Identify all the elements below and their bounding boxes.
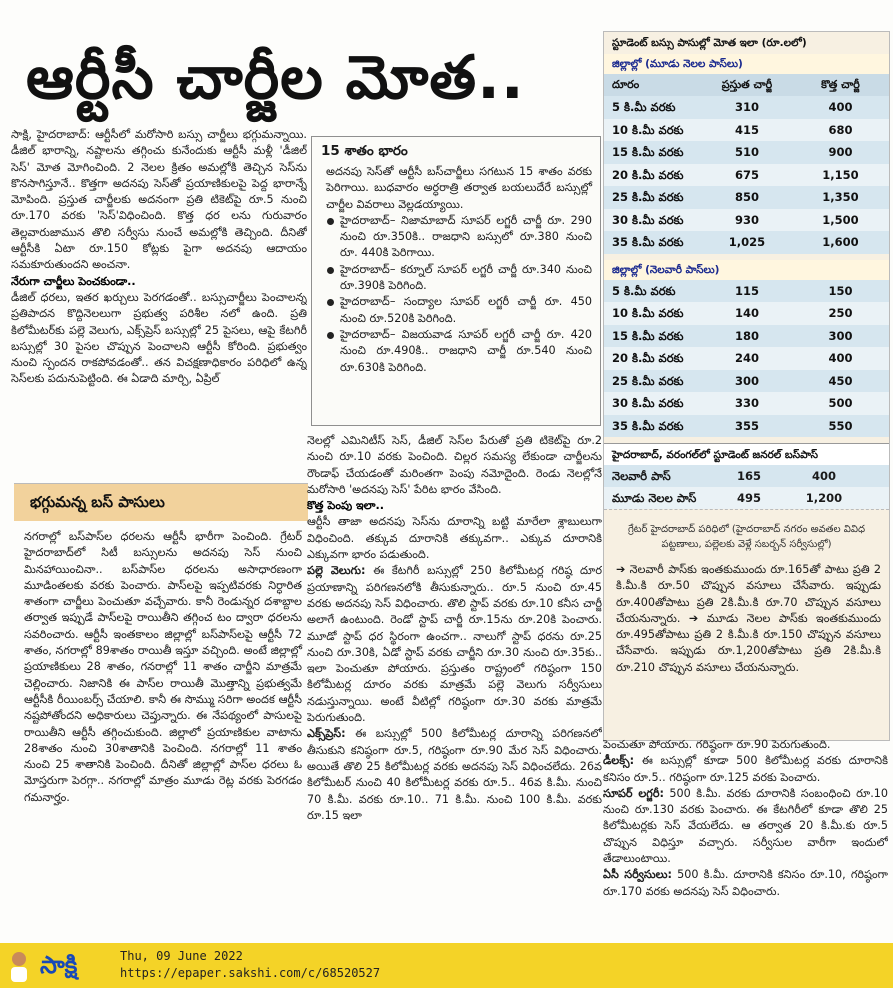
table-row <box>604 119 889 142</box>
paragraph-text: 500 కి.మీ. వరకు దూరానికి సంబంధించి రూ.10 నుంచి రూ.130 వరకు పెంచారు. ఈ కేటగిరీలో కూడా తొలి 25 కిలోమీటర్లకు సెస్ వేయలేదు. ఆ తర్వాత 20 కి.మీ.కు రూ.5 చొప్పున విధిస్తూ వచ్చారు. సర్వీసుల వారీగా ఇందులో తేడాలుంటాయి. <box>603 786 888 866</box>
table-row <box>604 96 889 119</box>
cell: 240 <box>734 351 759 365</box>
lead-label: పల్లె వెలుగు: <box>307 564 366 578</box>
table-body-monthly <box>604 280 889 438</box>
list-item: హైదరాబాద్– కర్నూల్ సూపర్ లగ్జరీ చార్జీ రూ.340 నుంచి రూ.390కి పెరిగింది. <box>326 262 592 295</box>
cell: 680 <box>828 122 853 137</box>
table-row <box>604 347 889 370</box>
table-row <box>604 141 889 164</box>
box-title: 15 శాతం భారం <box>321 143 408 159</box>
cell: 115 <box>734 283 759 298</box>
student-pass-table <box>603 31 890 741</box>
paragraph <box>307 726 602 824</box>
cell: 495 <box>736 491 761 505</box>
suburban-note-body: ➔ నెలవారీ పాస్‌కు ఇంతకుముందు రూ.165తో పాటు ప్రతి 2 కి.మీ.కి రూ.50 చొప్పున వసూలు చేసేవారు. ఇప్పుడు రూ.400తోపాటు ప్రతి 2కి.మీ.కి రూ.70 చొప్పున వసూలు చేయనున్నారు. ➔ మూడు నెలల పాస్‌కు ఇంతకుముందు రూ.495తోపాటు ప్రతి 2 కి.మీ.కి రూ.150 చొప్పున వసూలు చేసేవారు. ఇప్పుడు రూ.1,200తోపాటు ప్రతి 2కి.మీ.కి రూ.210 చొప్పున వసూలు చేయనున్నారు. <box>616 563 881 674</box>
list-item: హైదరాబాద్– సంద్యాల సూపర్ లగ్జరీ చార్జీ రూ. 450 నుంచి రూ.520కి పెరిగింది. <box>326 294 592 327</box>
cell: 15 కి.మీ వరకు <box>612 145 684 159</box>
epaper-footer <box>0 943 893 988</box>
table-row <box>604 392 889 415</box>
cell: 5 కి.మీ వరకు <box>612 283 676 298</box>
cell: 30 కి.మీ వరకు <box>612 396 684 410</box>
paragraph <box>603 867 888 900</box>
lead-label: ఎక్స్‌ప్రెస్: <box>307 727 346 741</box>
cell: 1,350 <box>822 190 859 204</box>
cell: 400 <box>828 100 853 114</box>
table-row <box>604 209 889 232</box>
cell: 300 <box>828 328 853 343</box>
cell: 550 <box>828 418 853 433</box>
paragraph-text: ఈ బస్సుల్లో కూడా 500 కిలోమీటర్ల వరకు దూరానికి కనిసం రూ.5.. గరిష్ఠంగా రూ.125 వరకు పెంచారు. <box>603 754 888 784</box>
cell: 10 కి.మీ వరకు <box>612 306 684 320</box>
cell: 180 <box>734 328 759 343</box>
city-pass-title: హైదరాబాద్, వరంగల్‌లో స్టూడెంట్ జనరల్ బస్‌పాస్ <box>604 443 889 465</box>
table-header <box>604 74 889 96</box>
issue-date: Thu, 09 June 2022 <box>120 949 243 963</box>
headline: ఆర్టీసీ చార్జీల మోత.. <box>26 43 525 113</box>
cell: 10 కి.మీ వరకు <box>612 122 684 137</box>
table-body-quarterly <box>604 96 889 254</box>
cell: 150 <box>828 283 853 298</box>
bus-pass-body: నగరాల్లో బస్‌పాస్‌ల ధరలను ఆర్టీసీ భారీగా పెంచింది. గ్రేటర్ హైదరాబాద్‌లో సిటీ బస్సులను అదనపు సెస్ నుంచి మినహాయించినా.. బస్‌పాస్‌ల ధరలను అసాధారణంగా మూడింతలకు వరకు పెంచారు. పాస్‌లపై ఇప్పటివరకు నిర్ధారిత శాతంగా చార్జీలు పెంచుతూ వచ్చేవారు. కానీ రెండున్నర దశాబ్దాల తర్వాత ఇప్పుడే పాస్‌లపై రాయితీని తగ్గించ టం ద్వారా ధరలను సవరించారు. ఆర్టీసీ ఇంతకాలం జిల్లాల్లో బస్‌పాస్‌లపై ఆర్టీసీ 72 శాతం, నగరాల్లో 89శాతం రాయితీ ఇస్తూ వచ్చింది. అంటే జిల్లాల్లో ప్రయాణికులు 28 శాతం, గనరాల్లో 11 శాతం చార్జీని మాత్రమే చెల్లించారు. నిజానికి ఈ పాస్‌ల రాయితీ మొత్తాన్ని ప్రభుత్వమే ఆర్టీసీకి రీయింబర్స్ చేయాలి. కానీ ఈ సొమ్ము సరిగా అందక ఆర్టీసీ నష్టపోతోందని అధికారులు చెప్తున్నారు. ఈ నేపథ్యంలో పాసులపై రాయితీని ఆర్టీసీ తగ్గించుకుంది. జిల్లాలో ప్రయాణికుల వాటాను 28శాతం నుంచి 30శాతానికి పెంచింది. నగరాల్లో 11 శాతం నుంచి 25 శాతానికి పెంచింది. దీనితో జిల్లాల్లో పాస్‌ల ధరలు ఓ మోస్తరుగా పెరగ్గా.. నగరాల్లో మాత్రం మూడు రెట్ల వరకు పెరగడం గమనార్హం. <box>24 530 302 804</box>
paragraph: నెలల్లో ఎమినిటీస్ సెస్, డీజిల్ సెస్‌ల పేరుతో ప్రతి టికెట్‌పై రూ.2 నుంచి రూ.10 వరకు పెంచింది. చిల్లర సమస్య లేకుండా చార్జీలను రౌండాఫ్ చేయడంతో మరింతగా పెంపు నమోదైంది. రెండు నెలల్లోనే మరోసారి 'అదనపు సెస్' పేరిట భారం వేసింది. <box>307 434 602 496</box>
bus-pass-box <box>14 483 308 873</box>
lead-label: సూపర్ లగ్జరీ: <box>603 786 664 800</box>
table-row <box>604 415 889 438</box>
list-item: హైదరాబాద్– విజయవాడ సూపర్ లగ్జరీ చార్జీ రూ. 420 నుంచి రూ.490కి.. రాజధాని చార్జీ రూ.540 నుంచి రూ.630కి పెరిగింది. <box>326 327 592 376</box>
cell: 900 <box>828 145 853 159</box>
cell: 35 కి.మీ వరకు <box>612 235 684 249</box>
cell: 300 <box>734 373 759 388</box>
list-item: హైదరాబాద్– నిజామాబాద్ సూపర్ లగ్జరీ చార్జీ రూ. 290 నుంచి రూ.350కి.. రాజధాని బస్సులో రూ.380 నుంచి రూ. 440కి పెరిగాయి. <box>326 213 592 262</box>
table-row <box>604 302 889 325</box>
cell: 450 <box>828 373 853 388</box>
paragraph <box>307 563 602 726</box>
subheading: కొత్త పెంపు ఇలా.. <box>307 499 384 513</box>
suburban-note: గ్రేటర్ హైదరాబాద్ పరిధిలో (హైదరాబాద్ నగరం అవతల వివిధ పట్టణాలు, పల్లెలకు వెళ్లే సబర్బన్ సర్వీసుల్లో) <box>604 509 889 558</box>
table-row <box>604 186 889 209</box>
subheading: నేరుగా చార్జీలు పెంచకుండా.. <box>11 274 136 288</box>
table-row <box>604 280 889 303</box>
cell: 15 కి.మీ వరకు <box>612 328 684 343</box>
cell: 250 <box>828 306 853 320</box>
cell: 30 కి.మీ వరకు <box>612 212 684 227</box>
table-row <box>604 370 889 393</box>
paragraph <box>603 786 888 867</box>
paragraph: పెంచుతూ పోయారు. గరిష్ఠంగా రూ.90 పెరుగుతుంది. <box>603 738 831 751</box>
cell: 850 <box>734 190 759 204</box>
cell: 400 <box>811 469 836 483</box>
paragraph: సాక్షి, హైదరాబాద్: ఆర్టీసీలో మరోసారి బస్సు చార్జీలు భగ్గుమన్నాయి. డీజిల్ భారాన్ని, నష్టాలను తగ్గించు కునేందుకు ఆర్టీసీ మళ్లీ 'డీజిల్ సెస్' మోత మోగించింది. 2 నెలల క్రితం అమల్లోకి తెచ్చిన సెస్‌ను కొనసాగిస్తూనే.. కొత్తగా అదనపు సెస్‌తో ప్రయాణికులపై పెద్ద భారాన్నే మోపింది. ప్రస్తుత చార్జీలకు అదనంగా ప్రతి టికెట్‌పై రూ.5 నుంచి రూ.170 వరకు 'సెస్'విధించింది. కొత్త ధర లను గురువారం తెల్లవారుజామున తొలి సర్వీసు నుంచే అమల్లోకి తెచ్చింది. దీనితో ఆర్టీసీకి ఏటా రూ.150 కోట్లకు పైగా అదనపు ఆదాయం సమకూరుతుందని అంచనా. <box>11 128 307 272</box>
avatar-icon <box>4 948 34 982</box>
article-column-3 <box>603 737 888 913</box>
lead-label: ఏసీ సర్వీసులు: <box>603 868 672 882</box>
cell: 1,600 <box>822 235 859 249</box>
cell: 25 కి.మీ వరకు <box>612 373 684 388</box>
header-current: ప్రస్తుత చార్జీ <box>721 78 773 91</box>
cell: 5 కి.మీ వరకు <box>612 100 676 114</box>
paragraph: ఆర్టీసీ తాజా అదనపు సెస్‌ను దూరాన్ని బట్టి మారేలా శ్లాబులుగా విధించింది. తక్కువ దూరానికి తక్కువగా.. ఎక్కువ దూరానికి ఎక్కువగా భారం పడుతుంది. <box>307 515 602 562</box>
table-row <box>604 231 889 254</box>
cell: 415 <box>734 122 759 137</box>
cell: మూడు నెలల పాస్ <box>612 491 697 505</box>
lead-label: డీలక్స్: <box>603 754 635 768</box>
table-title: స్టూడెంట్ బస్సు పాసుల్లో మోత ఇలా (రూ.లలో) <box>612 37 807 49</box>
table-row <box>604 487 889 509</box>
footer-meta <box>120 948 380 982</box>
paragraph-text: 500 కి.మీ. దూరానికి కనిసం రూ.10, గరిష్ఠంగా రూ.170 వరకు అదనపు సెస్ విధించారు. <box>603 868 888 898</box>
table-row <box>604 164 889 187</box>
section-label: జిల్లాల్లో (నెలవారీ పాస్‌లు) <box>604 260 889 280</box>
table-row <box>604 325 889 348</box>
cell: 930 <box>734 212 759 227</box>
cell: 310 <box>734 100 759 114</box>
cell: నెలవారీ పాస్ <box>612 469 671 483</box>
box-intro: అదనపు సెస్‌తో ఆర్టీసీ బస్‌చార్జీలు సగటున 15 శాతం వరకు పెరిగాయి. బుధవారం అర్ధరాత్రి తర్వాత బయలుదేరే బస్సుల్లో చార్జీల వివరాలు వెల్లడయ్యాయి. <box>326 165 592 211</box>
cell: 355 <box>734 418 759 433</box>
section-label: జిల్లాల్లో (మూడు నెలల పాస్‌లు) <box>604 54 889 74</box>
cell: 140 <box>734 306 759 320</box>
paragraph <box>603 753 888 786</box>
cell: 165 <box>736 469 761 483</box>
sakshi-logo[interactable]: సాక్షి <box>40 951 78 979</box>
cell: 1,025 <box>728 235 766 249</box>
cell: 20 కి.మీ వరకు <box>612 167 684 182</box>
cell: 20 కి.మీ వరకు <box>612 351 684 365</box>
paragraph: డీజిల్ ధరలు, ఇతర ఖర్చులు పెరగడంతో.. బస్సుచార్జీలు పెంచాలన్న ప్రతిపాదన కొద్దినెలలుగా ప్రభుత్వ పరిశీల నలో ఉంది. ప్రతి కిలోమీటర్‌కు పల్లె వెలుగు, ఎక్స్‌ప్రెస్ బస్సుల్లో 25 పైసలు, ఆపై కేటగిరీ బస్సుల్లో 30 పైసల చొప్పున పెంచాలని ఆర్టీసీ కోరింది. ప్రభుత్వం నుంచి స్పందన రాకపోవడంతో.. తన విచక్షణాధికారం పరిధిలో ఉన్న సెస్‌లకు పదునుపెట్టింది. ఈ ఏడాది మార్చి, ఏప్రిల్ <box>11 290 307 386</box>
cell: 510 <box>734 145 759 159</box>
cell: 500 <box>828 396 853 410</box>
cell: 400 <box>828 351 853 365</box>
article-column-2 <box>307 433 602 913</box>
cell: 330 <box>734 396 759 410</box>
cell: 1,150 <box>822 167 859 182</box>
article-column-1 <box>11 127 307 471</box>
paragraph-text: ఈ కేటగిరీ బస్సుల్లో 250 కిలోమీటర్ల గరిష్ఠ దూర ప్రయాణాన్ని పరిగణనలోకి తీసుకున్నారు.. రూ.5 నుంచి రూ.45 వరకు అదనపు సెస్ విధించారు. తొలి స్టాప్ వరకు రూ.10 కనీస చార్జీ అలాగే ఉంటుంది. రెండో స్టాప్ చార్జీ రూ.15ను రూ.20కి పెంచారు. మూడో స్టాప్ ధర స్థిరంగా ఉంచగా.. నాలుగో స్టాప్ ధరను రూ.25 నుంచి రూ.30కి, ఏడో స్టాప్ వరకు చార్జీని రూ.30 నుంచి రూ.35కు.. ఇలా పెంచుతూ పోయారు. ప్రస్తుతం రాష్ట్రంలో గరిష్ఠంగా 150 కిలోమీటర్ల దూరం వరకు మాత్రమే పల్లె వెలుగు సర్వీసులు నడుస్తున్నాయి. అంటే వీటిల్లో గరిష్ఠంగా రూ.30 వరకు మాత్రమే పెరుగుతుంది. <box>307 564 602 725</box>
paragraph-text: ఈ బస్సుల్లో 500 కిలోమీటర్ల దూరాన్ని పరిగణనలో తీసుకుని కనిష్ఠంగా రూ.5, గరిష్ఠంగా రూ.90 మేర సెస్ విధించారు. అయితే తొలి 25 కిలోమీటర్ల వరకు అదనపు సెస్ విధించలేదు. 26వ కిలోమీటర్ నుంచి 40 కిలోమీటర్ల వరకు రూ.5.. 46వ కి.మీ. నుంచి 70 కి.మీ. వరకు రూ.10.. 71 కి.మీ. నుంచి 100 కి.మీ. వరకు రూ.15 ఇలా <box>307 727 602 822</box>
header-distance: దూరం <box>612 78 640 91</box>
cell: 25 కి.మీ వరకు <box>612 190 684 204</box>
fifteen-percent-box <box>311 136 601 426</box>
cell: 1,200 <box>805 491 843 505</box>
cell: 1,500 <box>822 212 859 227</box>
epaper-link[interactable]: https://epaper.sakshi.com/c/68520527 <box>120 966 381 980</box>
bus-pass-title: భగ్గుమన్న బస్ పాసులు <box>14 484 308 521</box>
header-new: కొత్త చార్జీ <box>821 78 860 91</box>
cell: 35 కి.మీ వరకు <box>612 418 684 433</box>
table-row <box>604 465 889 487</box>
cell: 675 <box>734 167 759 182</box>
